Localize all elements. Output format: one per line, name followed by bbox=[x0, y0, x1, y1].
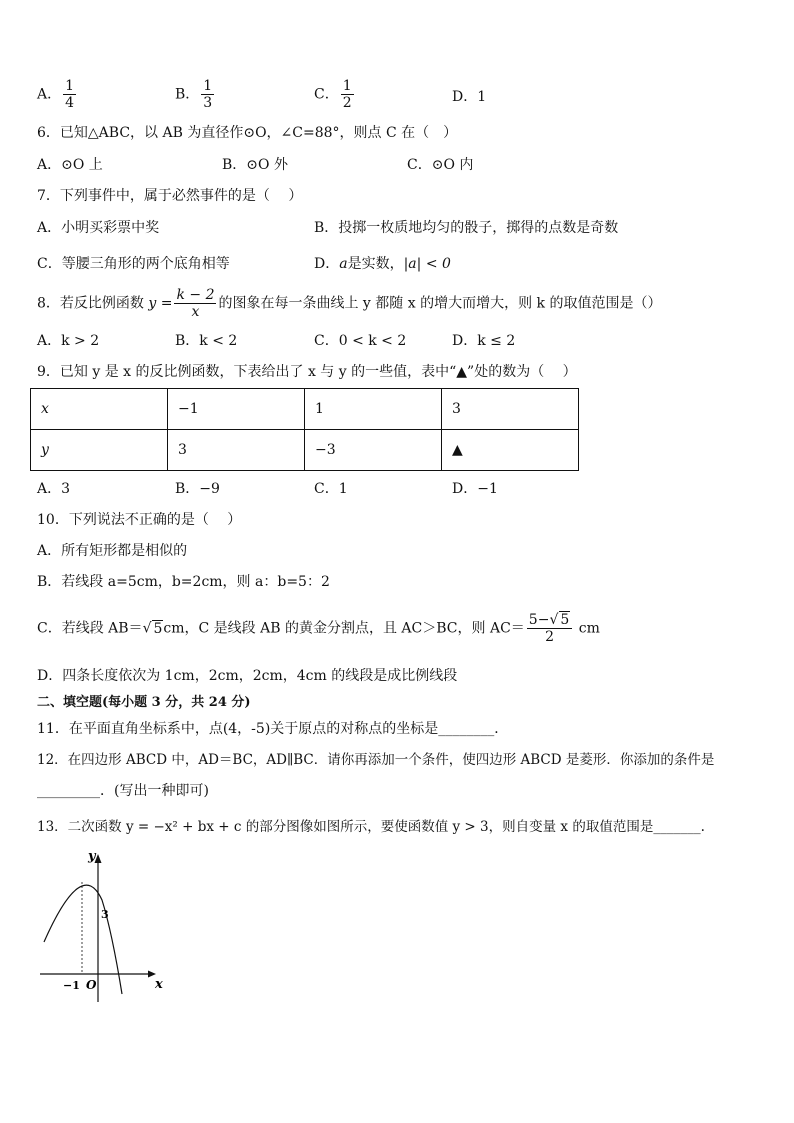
table-cell: 3 bbox=[442, 389, 579, 430]
table-cell: 3 bbox=[168, 430, 305, 471]
q5-option-c: C． $\frac{1}{2}$ bbox=[314, 78, 352, 111]
q10-option-b: B．若线段 a=5cm，b=2cm，则 a：b=5：2 bbox=[37, 574, 330, 590]
q7-option-c: C．等腰三角形的两个底角相等 bbox=[37, 256, 230, 272]
q7-option-a: A．小明买彩票中奖 bbox=[37, 220, 160, 236]
q10-option-c: C．若线段 AB＝√ 5cm，C 是线段 AB 的黄金分割点，且 AC＞BC，则 AC＝ $\frac{5-√ 5}{2}$ cm bbox=[37, 612, 600, 645]
table-cell: −1 bbox=[168, 389, 305, 430]
q5-option-d: D．1 bbox=[452, 89, 487, 105]
table-cell: y bbox=[31, 430, 168, 471]
q8-option-d: D．k ≤ 2 bbox=[452, 333, 516, 349]
q10-option-a: A．所有矩形都是相似的 bbox=[37, 543, 188, 559]
q8-option-a: A．k > 2 bbox=[37, 333, 100, 349]
q9-option-d: D．−1 bbox=[452, 481, 498, 497]
q5-option-a: A． $\frac{1}{4}$ bbox=[37, 78, 75, 111]
q13: 13．二次函数 y = −x² + bx + c 的部分图像如图所示，要使函数值 y > 3，则自变量 x 的取值范围是_______. bbox=[37, 819, 705, 835]
q9-option-b: B．−9 bbox=[175, 481, 220, 497]
table-cell: 1 bbox=[305, 389, 442, 430]
q7-option-b: B．投掷一枚质地均匀的骰子，掷得的点数是奇数 bbox=[314, 220, 619, 236]
tick-label-3: 3 bbox=[101, 908, 109, 921]
q6-option-c: C．⊙O 内 bbox=[407, 157, 474, 173]
q10-stem: 10．下列说法不正确的是（ ） bbox=[37, 512, 242, 528]
q7-option-d: D．a是实数，|a| < 0 bbox=[314, 256, 451, 272]
q6-option-b: B．⊙O 外 bbox=[222, 157, 288, 173]
table-cell: −3 bbox=[305, 430, 442, 471]
q9-option-a: A．3 bbox=[37, 481, 71, 497]
q12-line2: _________．(写出一种即可) bbox=[37, 783, 209, 799]
section-heading: 二、填空题(每小题 3 分，共 24 分) bbox=[37, 695, 251, 710]
q12-line1: 12．在四边形 ABCD 中，AD＝BC，AD∥BC．请你再添加一个条件，使四边形 ABCD 是菱形．你添加的条件是 bbox=[37, 752, 715, 768]
q8-option-c: C．0 < k < 2 bbox=[314, 333, 407, 349]
q6-option-a: A．⊙O 上 bbox=[37, 157, 103, 173]
table-cell: ▲ bbox=[442, 430, 579, 471]
origin-label: O bbox=[86, 978, 97, 992]
q11: 11．在平面直角坐标系中，点(4，-5)关于原点的对称点的坐标是________． bbox=[37, 721, 509, 737]
q9-stem: 9．已知 y 是 x 的反比例函数，下表给出了 x 与 y 的一些值，表中“▲”处的数为（ ） bbox=[37, 364, 577, 380]
q6-stem: 6．已知△ABC，以 AB 为直径作⊙O，∠C=88°，则点 C 在（ ） bbox=[37, 125, 458, 141]
table-cell: x bbox=[31, 389, 168, 430]
x-axis-label: x bbox=[155, 977, 163, 992]
y-axis-label: y bbox=[88, 849, 96, 864]
table-row bbox=[31, 389, 579, 430]
tick-label-neg1: −1 bbox=[63, 979, 80, 992]
q5-option-b: B． $\frac{1}{3}$ bbox=[175, 78, 213, 111]
parabola-curve bbox=[44, 885, 122, 994]
q8-option-b: B．k < 2 bbox=[175, 333, 238, 349]
q13-graph bbox=[30, 842, 180, 1012]
q10-option-d: D．四条长度依次为 1cm，2cm，2cm，4cm 的线段是成比例线段 bbox=[37, 668, 458, 684]
q8-stem: 8．若反比例函数 y = $\frac{k - 2}{x}$ 的图象在每一条曲线上 y 都随 x 的增大而增大，则 k 的取值范围是（） bbox=[37, 287, 662, 320]
q9-table bbox=[30, 388, 579, 471]
q7-stem: 7．下列事件中，属于必然事件的是（ ） bbox=[37, 188, 303, 204]
table-row bbox=[31, 430, 579, 471]
q9-option-c: C．1 bbox=[314, 481, 348, 497]
